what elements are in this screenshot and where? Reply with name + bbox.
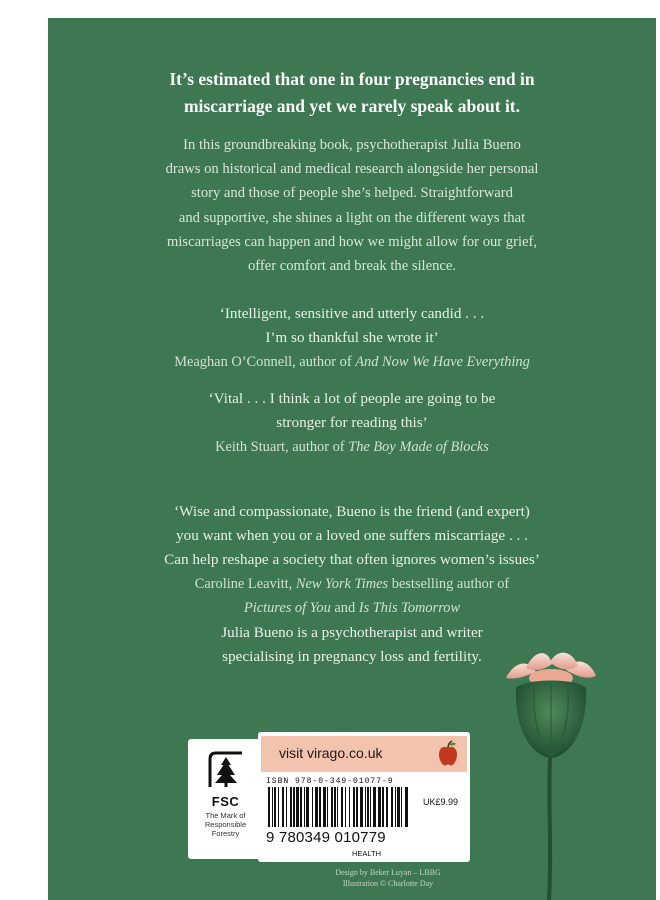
barcode-bar bbox=[278, 787, 279, 827]
barcode-bar bbox=[334, 787, 336, 827]
barcode-bar bbox=[274, 787, 276, 827]
book-description bbox=[48, 133, 656, 278]
barcode-bar bbox=[268, 787, 270, 827]
barcode-bar bbox=[290, 787, 292, 827]
barcode-bar bbox=[337, 787, 338, 827]
book-title: The Boy Made of Blocks bbox=[348, 439, 489, 455]
barcode-bar bbox=[327, 787, 328, 827]
barcode-bar bbox=[356, 787, 358, 827]
quote-line: I’m so thankful she wrote it’ bbox=[265, 329, 439, 346]
barcode-bar bbox=[391, 787, 393, 827]
attribution-text: Meaghan O’Connell, author of bbox=[174, 354, 356, 370]
barcode-bar bbox=[397, 787, 400, 827]
fsc-logo-panel bbox=[188, 739, 263, 859]
book-title: Pictures of You bbox=[243, 600, 331, 616]
fsc-name: FSC bbox=[211, 794, 240, 809]
publisher-website: visit virago.co.uk bbox=[279, 745, 383, 761]
quote-line: stronger for reading this’ bbox=[276, 414, 428, 431]
barcode-bar bbox=[272, 787, 273, 827]
barcode-bar bbox=[395, 787, 396, 827]
barcode-bar bbox=[331, 787, 333, 827]
quote-line: ‘Wise and compassionate, Bueno is the friend (and expert) bbox=[174, 503, 530, 520]
lead-line: miscarriage and yet we rarely speak about it. bbox=[183, 96, 521, 116]
quote-line: you want when you or a loved one suffers miscarriage . . . bbox=[176, 527, 528, 544]
barcode-bar bbox=[365, 787, 366, 827]
barcode-bar bbox=[345, 787, 346, 827]
barcode-bar bbox=[360, 787, 363, 827]
barcode-bar bbox=[401, 787, 402, 827]
book-title: Is This Tomorrow bbox=[358, 600, 461, 616]
barcode-bar bbox=[353, 787, 355, 827]
description-line: story and those of people she’s helped. Straightforward bbox=[191, 185, 513, 202]
review-quote-3 bbox=[48, 500, 656, 620]
barcode-bar bbox=[349, 787, 350, 827]
review-quote-1 bbox=[48, 302, 656, 374]
barcode-bar bbox=[382, 787, 384, 827]
barcode-bar bbox=[323, 787, 326, 827]
barcode-bar bbox=[319, 787, 321, 827]
barcode-bar bbox=[341, 787, 343, 827]
publisher-strip bbox=[261, 736, 467, 772]
barcode-bar bbox=[370, 787, 371, 827]
barcode-bar bbox=[300, 787, 302, 827]
lotus-flower-illustration bbox=[486, 648, 616, 900]
attribution-text: Keith Stuart, author of bbox=[215, 439, 349, 455]
quote-books bbox=[48, 596, 656, 620]
quote-line: ‘Intelligent, sensitive and utterly candid . . . bbox=[219, 305, 485, 322]
review-quote-2 bbox=[48, 387, 656, 459]
barcode-bar bbox=[296, 787, 299, 827]
section-label: HEALTH bbox=[352, 849, 382, 858]
fsc-tagline: The Mark of Responsible Forestry bbox=[204, 811, 247, 838]
lead-statement bbox=[48, 66, 656, 120]
barcode-panel bbox=[258, 732, 470, 862]
barcode-bar bbox=[315, 787, 318, 827]
lead-line: It’s estimated that one in four pregnancies end in bbox=[169, 69, 535, 89]
publication-title: New York Times bbox=[295, 576, 389, 592]
quote-attribution bbox=[48, 572, 656, 596]
price-label: UK£9.99 bbox=[422, 797, 458, 807]
description-line: and supportive, she shines a light on the different ways that bbox=[178, 209, 526, 226]
barcode-bar bbox=[286, 787, 287, 827]
description-line: miscarriages can happen and how we might allow for our grief, bbox=[167, 233, 537, 250]
book-title: And Now We Have Everything bbox=[355, 354, 530, 370]
barcode-bar bbox=[405, 787, 408, 827]
quote-line: Can help reshape a society that often ignores women’s issues’ bbox=[164, 551, 540, 568]
barcode-bar bbox=[304, 787, 305, 827]
barcode-bar bbox=[293, 787, 295, 827]
design-credit: Design by Beker Luyan – LBBG bbox=[335, 868, 441, 877]
barcode-bar bbox=[378, 787, 381, 827]
attribution-text: bestselling author of bbox=[388, 576, 510, 592]
barcode-bars bbox=[268, 787, 448, 829]
fsc-tree-icon bbox=[202, 747, 250, 793]
barcode-bar bbox=[306, 787, 309, 827]
description-line: In this groundbreaking book, psychotherapist Julia Bueno bbox=[183, 137, 521, 153]
barcode-bar bbox=[373, 787, 376, 827]
barcode-bar bbox=[367, 787, 369, 827]
barcode-bar bbox=[282, 787, 284, 827]
bio-line: Julia Bueno is a psychotherapist and writer bbox=[221, 624, 483, 641]
barcode-bar bbox=[312, 787, 313, 827]
conjunction: and bbox=[330, 600, 359, 616]
isbn-label: ISBN 978-0-349-01077-9 bbox=[266, 777, 394, 786]
cover-credits bbox=[288, 867, 488, 889]
barcode-bar bbox=[386, 787, 388, 827]
quote-attribution bbox=[48, 435, 656, 459]
attribution-text: Caroline Leavitt, bbox=[194, 576, 296, 592]
illustration-credit: Illustration © Charlotte Day bbox=[342, 879, 434, 888]
quote-attribution bbox=[48, 350, 656, 374]
apple-logo-icon bbox=[437, 740, 459, 768]
bio-line: specialising in pregnancy loss and fertility. bbox=[222, 648, 482, 665]
isbn-number: 9 780349 010779 bbox=[266, 829, 386, 846]
quote-line: ‘Vital . . . I think a lot of people are going to be bbox=[208, 390, 496, 407]
description-line: offer comfort and break the silence. bbox=[247, 258, 456, 275]
description-line: draws on historical and medical research alongside her personal bbox=[165, 161, 539, 178]
